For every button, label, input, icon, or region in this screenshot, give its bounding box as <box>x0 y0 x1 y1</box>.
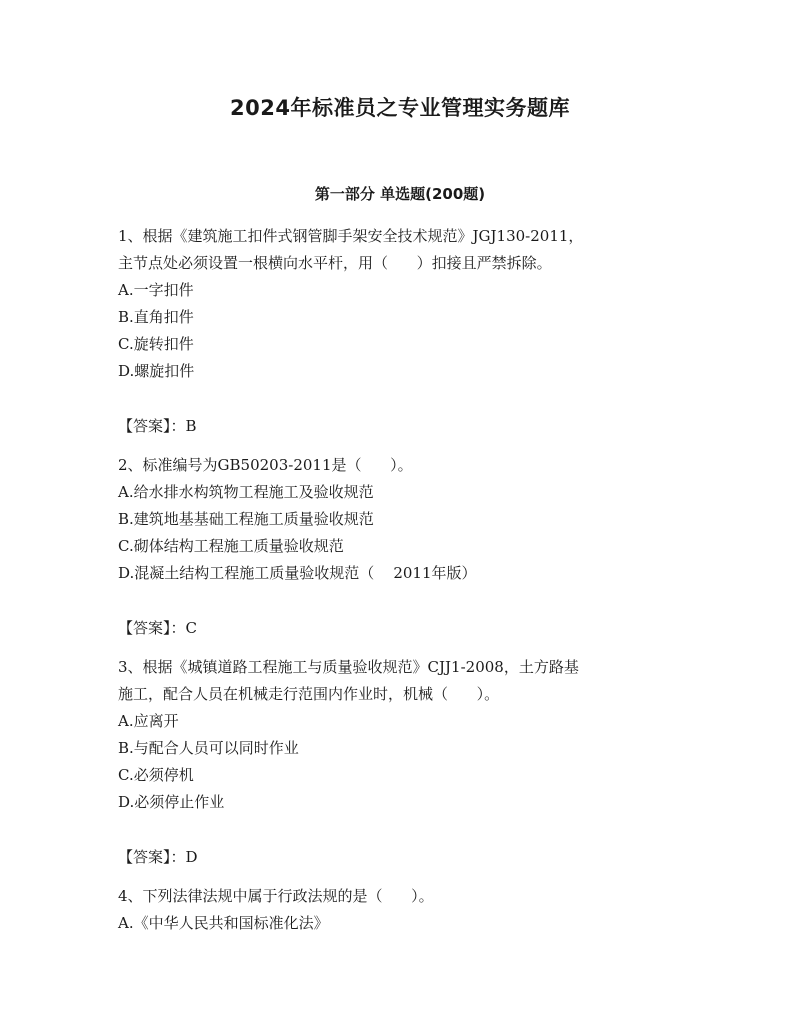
question-text-line: 4、下列法律法规中属于行政法规的是（ ）。 <box>118 887 434 905</box>
option-c: C.旋转扣件 <box>118 335 194 353</box>
option-a: A.应离开 <box>118 712 179 730</box>
question-text-line: 主节点处必须设置一根横向水平杆，用（ ）扣接且严禁拆除。 <box>118 254 552 272</box>
question-text-line: 2、标准编号为GB50203-2011是（ ）。 <box>118 456 413 474</box>
option-c: C.砌体结构工程施工质量验收规范 <box>118 537 344 555</box>
answer-label: 【答案】：B <box>118 417 197 435</box>
option-a: A.一字扣件 <box>118 281 194 299</box>
option-d: D.混凝土结构工程施工质量验收规范（ 2011年版） <box>118 564 477 582</box>
section-title: 第一部分 单选题(200题) <box>314 185 486 203</box>
option-a: A.《中华人民共和国标准化法》 <box>118 914 329 932</box>
question-text-line: 1、根据《建筑施工扣件式钢管脚手架安全技术规范》JGJ130-2011， <box>118 227 584 245</box>
question-4 <box>118 883 698 937</box>
option-d: D.螺旋扣件 <box>118 362 195 380</box>
question-3 <box>118 654 698 871</box>
option-b: B.直角扣件 <box>118 308 194 326</box>
option-d: D.必须停止作业 <box>118 793 225 811</box>
question-text-line: 施工，配合人员在机械走行范围内作业时，机械（ ）。 <box>118 685 500 703</box>
question-list <box>118 223 698 937</box>
question-2 <box>118 452 698 642</box>
option-b: B.建筑地基基础工程施工质量验收规范 <box>118 510 374 528</box>
option-b: B.与配合人员可以同时作业 <box>118 739 299 757</box>
option-a: A.给水排水构筑物工程施工及验收规范 <box>118 483 374 501</box>
answer-label: 【答案】：D <box>118 848 198 866</box>
document-title: 2024年标准员之专业管理实务题库 <box>230 96 570 120</box>
answer-label: 【答案】：C <box>118 619 197 637</box>
option-c: C.必须停机 <box>118 766 194 784</box>
question-1 <box>118 223 698 440</box>
question-text-line: 3、根据《城镇道路工程施工与质量验收规范》CJJ1-2008，土方路基 <box>118 658 579 676</box>
